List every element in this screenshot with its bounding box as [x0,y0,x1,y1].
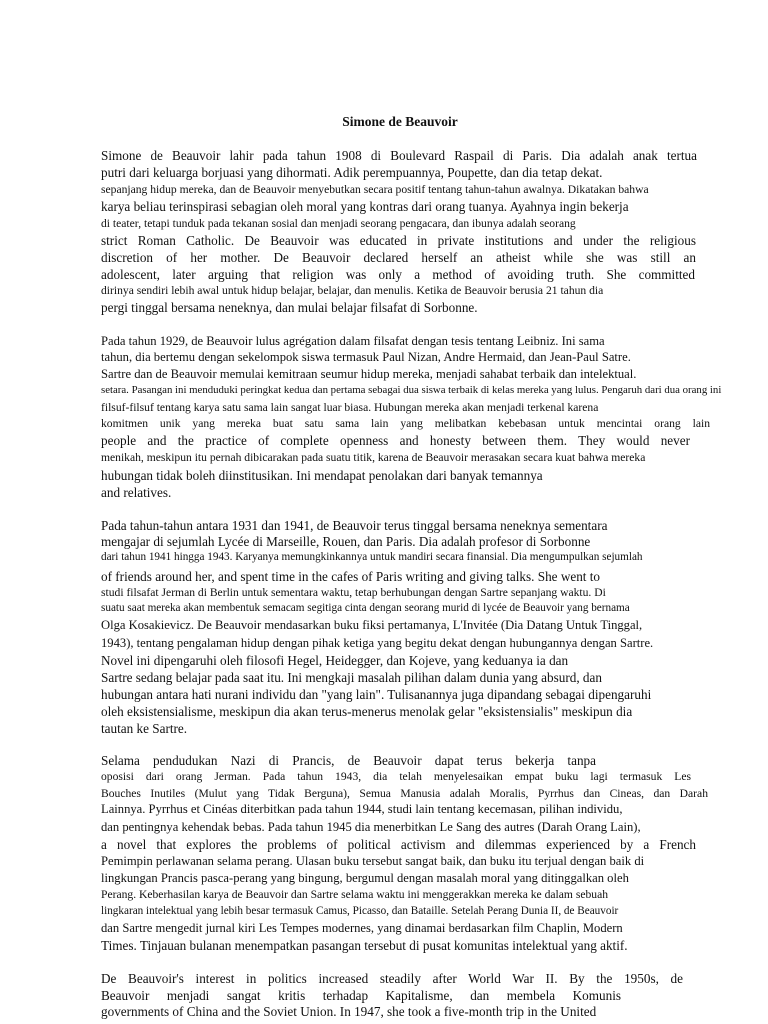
text-line: 1943), tentang pengalaman hidup dengan pihak ketiga yang begitu dekat dengan hubungannya dengan Sartre. [101,636,654,650]
text-line: putri dari keluarga borjuasi yang dihormati. Adik perempuannya, Poupette, dan dia tetap dekat. [101,165,603,180]
text-line: Sartre sedang belajar pada saat itu. Ini mengkaji masalah pilihan dalam dunia yang absurd, dan [101,670,602,685]
text-line: Sartre dan de Beauvoir memulai kemitraan seumur hidup mereka, menjadi sahabat terbaik dan intelektual. [101,367,637,381]
text-line: Bouches Inutiles (Mulut yang Tidak Berguna), Semua Manusia adalah Moralis, Pyrrhus dan Cineas, dan Darah [101,787,708,800]
text-line: dan Sartre mengedit jurnal kiri Les Tempes modernes, yang dinamai berdasarkan film Chaplin, Modern [101,921,623,935]
text-line: adolescent, later arguing that religion was only a method of avoiding truth. She committed [101,267,695,282]
text-line: lingkungan Prancis pasca-perang yang bingung, bergumul dengan masalah moral yang ditinggalkan oleh [101,871,629,885]
text-line: tahun, dia bertemu dengan sekelompok siswa termasuk Paul Nizan, Andre Hermaid, dan Jean-Paul Satre. [101,350,631,364]
text-line: setara. Pasangan ini menduduki peringkat kedua dan pertama sebagai dua siswa terbaik di kelas mereka yang lulus. Pengaruh dari dua orang ini [101,384,722,396]
text-line: Beauvoir menjadi sangat kritis terhadap Kapitalisme, dan membela Komunis [101,988,621,1003]
document-title: Simone de Beauvoir [342,114,458,129]
text-line: Simone de Beauvoir lahir pada tahun 1908 di Boulevard Raspail di Paris. Dia adalah anak tertua [101,148,697,163]
text-line: Pada tahun-tahun antara 1931 dan 1941, de Beauvoir terus tinggal bersama neneknya sementara [101,518,608,533]
text-line: discretion of her mother. De Beauvoir declared herself an atheist while she was still an [101,250,696,265]
text-line: filsuf-filsuf tentang karya satu sama lain sangat luar biasa. Hubungan mereka akan menjadi terkenal karena [101,401,599,414]
text-line: people and the practice of complete openness and honesty between them. They would never [101,433,690,448]
text-line: mengajar di sejumlah Lycée di Marseille, Rouen, dan Paris. Dia adalah profesor di Sorbonne [101,534,591,549]
text-line: oleh eksistensialisme, meskipun dia akan terus-menerus menolak gelar "eksistensialis" meskipun dia [101,704,633,719]
text-line: oposisi dari orang Jerman. Pada tahun 1943, dia telah menyelesaikan empat buku lagi termasuk Les [101,770,691,783]
text-line: Lainnya. Pyrrhus et Cinéas diterbitkan pada tahun 1944, studi lain tentang kecemasan, pilihan individu, [101,802,623,816]
text-line: suatu saat mereka akan membentuk semacam segitiga cinta dengan seorang murid di lycée de Beauvoir yang bernama [101,602,630,614]
text-line: Olga Kosakievicz. De Beauvoir mendasarkan buku fiksi pertamanya, L'Invitée (Dia Datang Untuk Tinggal, [101,618,643,632]
text-line: di teater, tetapi tunduk pada tekanan sosial dan menjadi seorang pengacara, dan ibunya adalah seorang [101,217,576,230]
text-line: lingkaran intelektual yang lebih besar termasuk Camus, Picasso, dan Bataille. Setelah Perang Dunia II, de Beauvoir [101,905,619,917]
text-line: hubungan antara hati nurani individu dan "yang lain". Tulisanannya juga dipandang sebagai dipengaruhi [101,687,652,702]
text-line: and relatives. [101,485,172,500]
text-line: Pemimpin perlawanan selama perang. Ulasan buku tersebut sangat baik, dan buku itu terjual dengan baik di [101,854,645,868]
text-line: Selama pendudukan Nazi di Prancis, de Beauvoir dapat terus bekerja tanpa [101,753,596,768]
text-line: hubungan tidak boleh diinstitusikan. Ini mendapat penolakan dari banyak temannya [101,468,543,483]
text-line: De Beauvoir's interest in politics increased steadily after World War II. By the 1950s, de [101,971,683,986]
text-line: menikah, meskipun itu pernah dibicarakan pada suatu titik, karena de Beauvoir merasakan secara kuat bahwa mereka [101,451,646,464]
text-line: dari tahun 1941 hingga 1943. Karyanya memungkinkannya untuk mandiri secara finansial. Dia mengumpulkan sejumlah [101,551,643,563]
text-line: karya beliau terinspirasi sebagian oleh moral yang kontras dari orang tuanya. Ayahnya ingin bekerja [101,199,629,214]
text-line: Novel ini dipengaruhi oleh filosofi Hegel, Heidegger, dan Kojeve, yang keduanya ia dan [101,653,569,668]
text-line: pergi tinggal bersama neneknya, dan mulai belajar filsafat di Sorbonne. [101,300,478,315]
text-line: tautan ke Sartre. [101,721,188,736]
text-line: governments of China and the Soviet Union. In 1947, she took a five-month trip in the United [101,1004,597,1019]
text-line: Perang. Keberhasilan karya de Beauvoir dan Sartre selama waktu ini menggerakkan mereka ke dalam sebuah [101,888,609,901]
text-line: of friends around her, and spent time in the cafes of Paris writing and giving talks. She went to [101,569,601,584]
text-line: dirinya sendiri lebih awal untuk hidup belajar, belajar, dan menulis. Ketika de Beauvoir berusia 21 tahun dia [101,284,604,297]
text-line: dan pentingnya kehendak bebas. Pada tahun 1945 dia menerbitkan Le Sang des autres (Darah Orang Lain), [101,820,641,834]
text-line: a novel that explores the problems of political activism and dilemmas experienced by a French [101,837,696,852]
text-line: Pada tahun 1929, de Beauvoir lulus agrégation dalam filsafat dengan tesis tentang Leibniz. Ini sama [101,334,605,348]
text-line: komitmen unik yang mereka buat satu sama lain yang melibatkan kebebasan untuk mencintai orang lain [101,417,710,430]
text-line: sepanjang hidup mereka, dan de Beauvoir menyebutkan secara positif tentang tahun-tahun awalnya. Dikatakan bahwa [101,183,649,196]
text-line: Times. Tinjauan bulanan menempatkan pasangan tersebut di pusat komunitas intelektual yang aktif. [101,938,628,953]
text-line: strict Roman Catholic. De Beauvoir was educated in private institutions and under the religious [101,233,696,248]
text-line: studi filsafat Jerman di Berlin untuk sementara waktu, tetap berhubungan dengan Sartre sepanjang waktu. Di [101,586,606,599]
